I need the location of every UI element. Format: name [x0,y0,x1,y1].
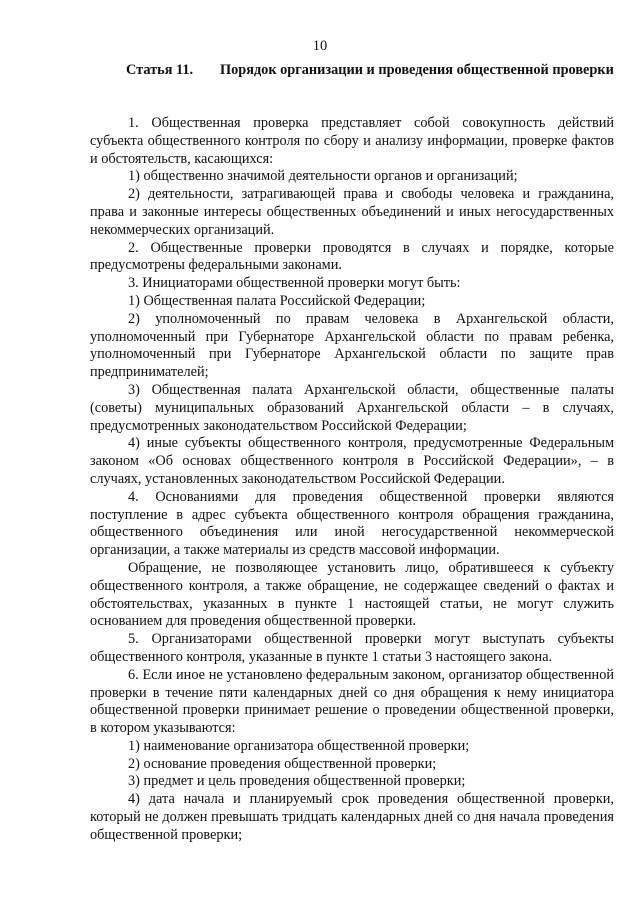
page-number: 10 [312,38,328,54]
paragraph: 1. Общественная проверка представляет собой совокупность действий субъекта общественного контроля по сбору и анализу информации, проверке фактов и обстоятельств, касающихся: [90,115,614,167]
paragraph: 2) деятельности, затрагивающей права и свободы человека и гражданина, права и законные интересы общественных объединений и иных негосударственных некоммерческих организаций. [90,186,614,238]
paragraph: 2. Общественные проверки проводятся в случаях и порядке, которые предусмотрены федеральными законами. [90,239,614,274]
paragraph: 5. Организаторами общественной проверки могут выступать субъекты общественного контроля, указанные в пункте 1 статьи 3 настоящего закона. [90,631,614,665]
article-body [90,115,614,845]
paragraph: Обращение, не позволяющее установить лицо, обратившееся к субъекту общественного контроля, а также обращение, не содержащее сведений о фактах и обстоятельствах, указанных в пункте 1 настоящей статьи, не могут служить основанием для проведения общественной проверки. [90,559,614,630]
article-title: Порядок организации и проведения общественной проверки [220,62,614,78]
paragraph: 1) Общественная палата Российской Федерации; [128,292,426,309]
paragraph: 1) наименование организатора общественной проверки; [128,737,470,754]
article-number: Статья 11. [126,62,194,78]
paragraph: 2) основание проведения общественной проверки; [128,755,437,772]
paragraph: 3. Инициаторами общественной проверки могут быть: [128,275,461,292]
paragraph: 4) дата начала и планируемый срок проведения общественной проверки, который не должен превышать тридцать календарных дней со дня начала проведения общественной проверки; [90,791,614,843]
paragraph: 3) предмет и цель проведения общественной проверки; [128,773,466,790]
paragraph: 4) иные субъекты общественного контроля, предусмотренные Федеральным законом «Об основах общественного контроля в Российской Федерации», – в случаях, установленных законодательством Российской Федерации. [90,435,614,487]
article-heading [126,61,614,80]
paragraph: 3) Общественная палата Архангельской области, общественные палаты (советы) муниципальных образований Архангельской области – в случаях, предусмотренных законодательством Российской Федерации; [90,381,614,434]
paragraph: 2) уполномоченный по правам человека в Архангельской области, уполномоченный при Губернаторе Архангельской области по правам ребенка, уполномоченный при Губернаторе Архангельской области по защите прав предпринимателей; [90,310,614,381]
paragraph: 6. Если иное не установлено федеральным законом, организатор общественной проверки в течение пяти календарных дней со дня обращения к нему инициатора общественной проверки принимает решение о проведении общественной проверки, в котором указываются: [90,666,614,737]
paragraph: 1) общественно значимой деятельности органов и организаций; [128,168,518,185]
paragraph: 4. Основаниями для проведения общественной проверки являются поступление в адрес субъекта общественного контроля обращения гражданина, общественного объединения или иной негосударственной некоммерческой организации, а также материалы из средств массовой информации. [90,488,614,559]
